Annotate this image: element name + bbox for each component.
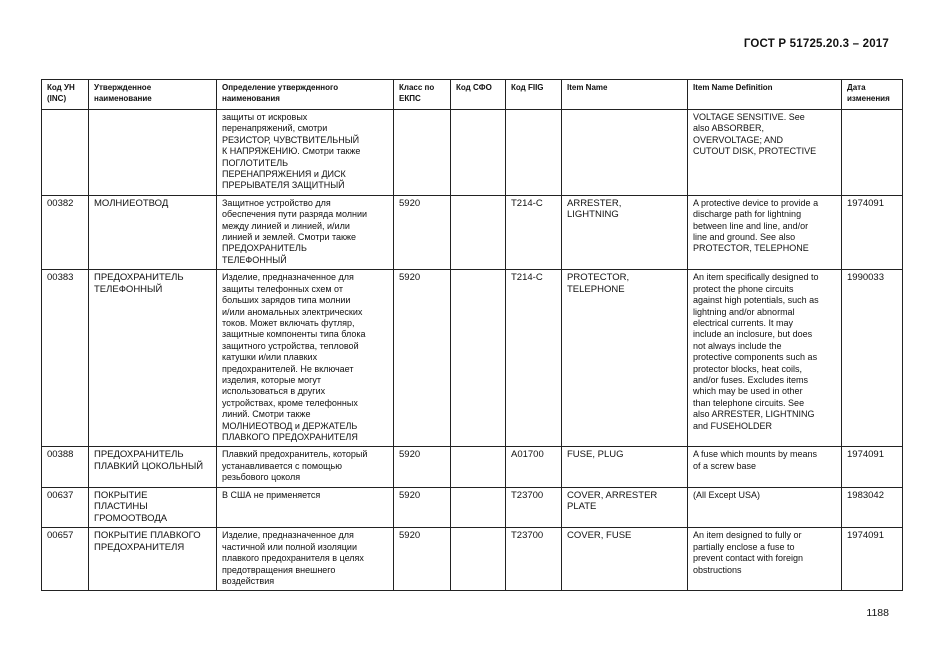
fiig-code-cell — [506, 447, 562, 487]
item-definition-cell-text: An item designed to fully or partially enclose a fuse to prevent contact with foreign obstructions — [693, 530, 804, 575]
item-name-cell — [562, 110, 688, 196]
column-header-item-name-definition: Item Name Definition — [688, 80, 842, 110]
inc-cell-text: 00382 — [47, 197, 74, 209]
column-header-fiig-code: Код FIIG — [506, 80, 562, 110]
sfo-code-cell — [451, 528, 506, 591]
item-name-cell-text: COVER, ARRESTER PLATE — [567, 489, 658, 513]
sfo-code-cell — [451, 447, 506, 487]
definition-cell — [217, 270, 394, 447]
table-row — [42, 195, 903, 269]
approved-name-cell — [89, 447, 217, 487]
item-definition-cell-text: A fuse which mounts by means of a screw base — [693, 449, 818, 471]
sfo-code-cell — [451, 195, 506, 269]
table-row — [42, 110, 903, 196]
item-name-cell — [562, 195, 688, 269]
change-date-cell — [842, 447, 903, 487]
definition-cell-text: В США не применяется — [222, 489, 321, 500]
inc-cell — [42, 110, 89, 196]
item-definition-cell-text: VOLTAGE SENSITIVE. See also ABSORBER, OVERVOLTAGE; AND CUTOUT DISK, PROTECTIVE — [693, 112, 817, 157]
item-name-cell-text: FUSE, PLUG — [567, 449, 624, 461]
table-row — [42, 447, 903, 487]
definition-cell — [217, 528, 394, 591]
fiig-code-cell — [506, 195, 562, 269]
ekps-class-cell-text: 5920 — [399, 197, 421, 209]
change-date-cell-text: 1983042 — [847, 489, 884, 501]
definition-cell — [217, 195, 394, 269]
column-header-inc: Код УН (INC) — [42, 80, 89, 110]
table-row — [42, 487, 903, 528]
change-date-cell-text: 1974091 — [847, 449, 884, 461]
change-date-cell — [842, 270, 903, 447]
column-header-item-name: Item Name — [562, 80, 688, 110]
sfo-code-cell — [451, 487, 506, 528]
item-definition-cell — [688, 487, 842, 528]
definition-cell-text: Плавкий предохранитель, который устанавливается с помощью резьбового цоколя — [222, 449, 368, 483]
definition-cell-text: защиты от искровых перенапряжений, смотри РЕЗИСТОР, ЧУВСТВИТЕЛЬНЫЙ К НАПРЯЖЕНИЮ. Смотри также ПОГЛОТИТЕЛЬ ПЕРЕНАПРЯЖЕНИЯ и ДИСК ПРЕРЫВАТЕЛЯ ЗАЩИТНЫЙ — [222, 112, 361, 191]
approved-name-cell — [89, 270, 217, 447]
ekps-class-cell — [394, 447, 451, 487]
change-date-cell-text: 1990033 — [847, 272, 884, 284]
change-date-cell-text: 1974091 — [847, 530, 884, 542]
fiig-code-cell-text: T23700 — [511, 489, 544, 501]
item-definition-cell — [688, 447, 842, 487]
item-name-cell — [562, 447, 688, 487]
approved-name-cell-text: ПОКРЫТИЕ ПЛАВКОГО ПРЕДОХРАНИТЕЛЯ — [94, 530, 201, 553]
approved-name-cell — [89, 487, 217, 528]
approved-name-cell — [89, 195, 217, 269]
inc-cell — [42, 447, 89, 487]
ekps-class-cell — [394, 195, 451, 269]
fiig-code-cell-text: T214-C — [511, 272, 543, 284]
table-header-row — [42, 80, 903, 110]
standard-designation: ГОСТ Р 51725.20.3 – 2017 — [743, 38, 889, 50]
item-definition-cell — [688, 270, 842, 447]
fiig-code-cell — [506, 487, 562, 528]
definition-cell — [217, 110, 394, 196]
fiig-code-cell — [506, 528, 562, 591]
inc-cell-text: 00383 — [47, 272, 74, 284]
ekps-class-cell — [394, 528, 451, 591]
definition-cell — [217, 447, 394, 487]
approved-name-cell — [89, 110, 217, 196]
change-date-cell — [842, 487, 903, 528]
column-header-change-date: Дата изменения — [842, 80, 903, 110]
item-definition-cell — [688, 110, 842, 196]
ekps-class-cell-text: 5920 — [399, 489, 421, 501]
ekps-class-cell-text: 5920 — [399, 272, 421, 284]
definition-cell-text: Изделие, предназначенное для частичной или полной изоляции плавкого предохранителя в целях предотвращения внешнего воздействия — [222, 530, 364, 586]
sfo-code-cell — [451, 110, 506, 196]
change-date-cell — [842, 110, 903, 196]
approved-name-cell-text: ПРЕДОХРАНИТЕЛЬ ТЕЛЕФОННЫЙ — [94, 272, 184, 295]
item-name-table — [41, 79, 903, 591]
column-header-definition: Определение утвержденного наименования — [217, 80, 394, 110]
inc-cell — [42, 528, 89, 591]
column-header-ekps-class: Класс по ЕКПС — [394, 80, 451, 110]
approved-name-cell-text: ПОКРЫТИЕ ПЛАСТИНЫ ГРОМООТВОДА — [94, 489, 168, 524]
sfo-code-cell — [451, 270, 506, 447]
inc-cell-text: 00388 — [47, 449, 74, 461]
fiig-code-cell-text: A01700 — [511, 449, 544, 461]
definition-cell — [217, 487, 394, 528]
inc-cell — [42, 195, 89, 269]
change-date-cell — [842, 528, 903, 591]
column-header-sfo-code: Код СФО — [451, 80, 506, 110]
item-definition-cell-text: (All Except USA) — [693, 489, 761, 500]
approved-name-cell-text: МОЛНИЕОТВОД — [94, 197, 169, 209]
table-row — [42, 270, 903, 447]
definition-cell-text: Защитное устройство для обеспечения пути разряда молнии между линией и линией, и/или линией и землей. Смотри также ПРЕДОХРАНИТЕЛЬ ТЕЛЕФОННЫЙ — [222, 197, 368, 265]
item-name-cell — [562, 528, 688, 591]
ekps-class-cell-text: 5920 — [399, 530, 421, 542]
ekps-class-cell — [394, 270, 451, 447]
inc-cell-text: 00637 — [47, 489, 74, 501]
definition-cell-text: Изделие, предназначенное для защиты телефонных схем от больших зарядов типа молнии и/или аномальных электрических токов. Может включать футляр, защитные компоненты типа блока защитного устройства, тепловой катушки и/или плавких предохранителей. Не включает изделия, которые могут использоваться в других устройствах, кроме телефонных линий. Смотри также МОЛНИЕОТВОД и ДЕРЖАТЕЛЬ ПЛАВКОГО ПРЕДОХРАНИТЕЛЯ — [222, 272, 366, 442]
item-definition-cell-text: A protective device to provide a discharge path for lightning between line and line, and/or line and ground. See also PROTECTOR, TELEPHONE — [693, 197, 819, 254]
inc-cell-text: 00657 — [47, 530, 74, 542]
ekps-class-cell — [394, 487, 451, 528]
fiig-code-cell-text: T214-C — [511, 197, 543, 209]
inc-cell — [42, 487, 89, 528]
fiig-code-cell — [506, 270, 562, 447]
item-definition-cell-text: An item specifically designed to protect the phone circuits against high potentials, such as lightning and/or abnormal electrical currents. It may include an inclosure, but does not always include the protective components such as protector blocks, heat coils, and/or fuses. Excludes items which may be used in other than telephone circuits. See also ARRESTER, LIGHTNING and FUSEHOLDER — [693, 272, 819, 431]
fiig-code-cell — [506, 110, 562, 196]
item-name-cell-text: PROTECTOR, TELEPHONE — [567, 272, 630, 295]
ekps-class-cell — [394, 110, 451, 196]
item-name-cell-text: COVER, FUSE — [567, 530, 632, 542]
approved-name-cell — [89, 528, 217, 591]
column-header-approved-name: Утвержденное наименование — [89, 80, 217, 110]
page-number: 1188 — [866, 607, 889, 619]
item-name-cell — [562, 487, 688, 528]
change-date-cell-text: 1974091 — [847, 197, 884, 209]
inc-cell — [42, 270, 89, 447]
table-row — [42, 528, 903, 591]
item-name-cell-text: ARRESTER, LIGHTNING — [567, 197, 622, 221]
item-name-cell — [562, 270, 688, 447]
ekps-class-cell-text: 5920 — [399, 449, 421, 461]
fiig-code-cell-text: T23700 — [511, 530, 544, 542]
item-definition-cell — [688, 195, 842, 269]
change-date-cell — [842, 195, 903, 269]
item-definition-cell — [688, 528, 842, 591]
approved-name-cell-text: ПРЕДОХРАНИТЕЛЬ ПЛАВКИЙ ЦОКОЛЬНЫЙ — [94, 449, 204, 472]
